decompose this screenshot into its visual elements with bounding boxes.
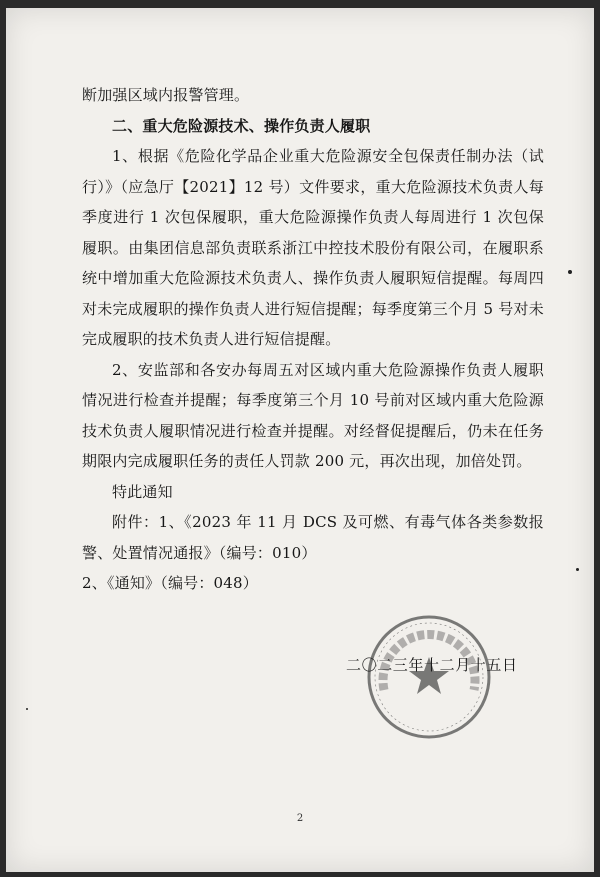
attachment-1: 附件：1、《2023 年 11 月 DCS 及可燃、有毒气体各类参数报警、处置情况通报》（编号：010）: [82, 513, 544, 562]
notice-line: 特此通知: [112, 482, 173, 501]
section-heading: 二、重大危险源技术、操作负责人履职: [112, 116, 371, 135]
attachment-2: 2、《通知》（编号：048）: [82, 574, 258, 592]
document-page: [6, 8, 594, 872]
scan-speck: [26, 708, 28, 710]
paragraph-2: 2、安监部和各安办每周五对区域内重大危险源操作负责人履职情况进行检查并提醒；每季度第三个月 10 号前对区域内重大危险源技术负责人履职情况进行检查并提醒。对经督促提醒后，仍未在任务期限内完成履职任务的责任人罚款 200 元，再次出现，加倍处罚。: [82, 360, 544, 470]
continued-line: 断加强区域内报警管理。: [82, 86, 250, 104]
scan-speck: [568, 270, 572, 274]
page-number: 2: [296, 813, 304, 824]
scan-speck: [576, 568, 579, 571]
paragraph-1: 1、根据《危险化学品企业重大危险源安全包保责任制办法（试行）》（应急厅【2021】12 号）文件要求，重大危险源技术负责人每季度进行 1 次包保履职，重大危险源操作负责人每周进行 1 次包保履职。由集团信息部负责联系浙江中控技术股份有限公司，在履职系统中增加重大危险源技术负责人、操作负责人履职短信提醒。每周四对未完成履职的操作负责人进行短信提醒；每季度第三个月 5 号对未完成履职的技术负责人进行短信提醒。: [82, 147, 544, 348]
official-seal: [364, 612, 494, 742]
document-body: [82, 80, 544, 599]
issue-date: 二〇二三年十二月十五日: [346, 656, 518, 674]
